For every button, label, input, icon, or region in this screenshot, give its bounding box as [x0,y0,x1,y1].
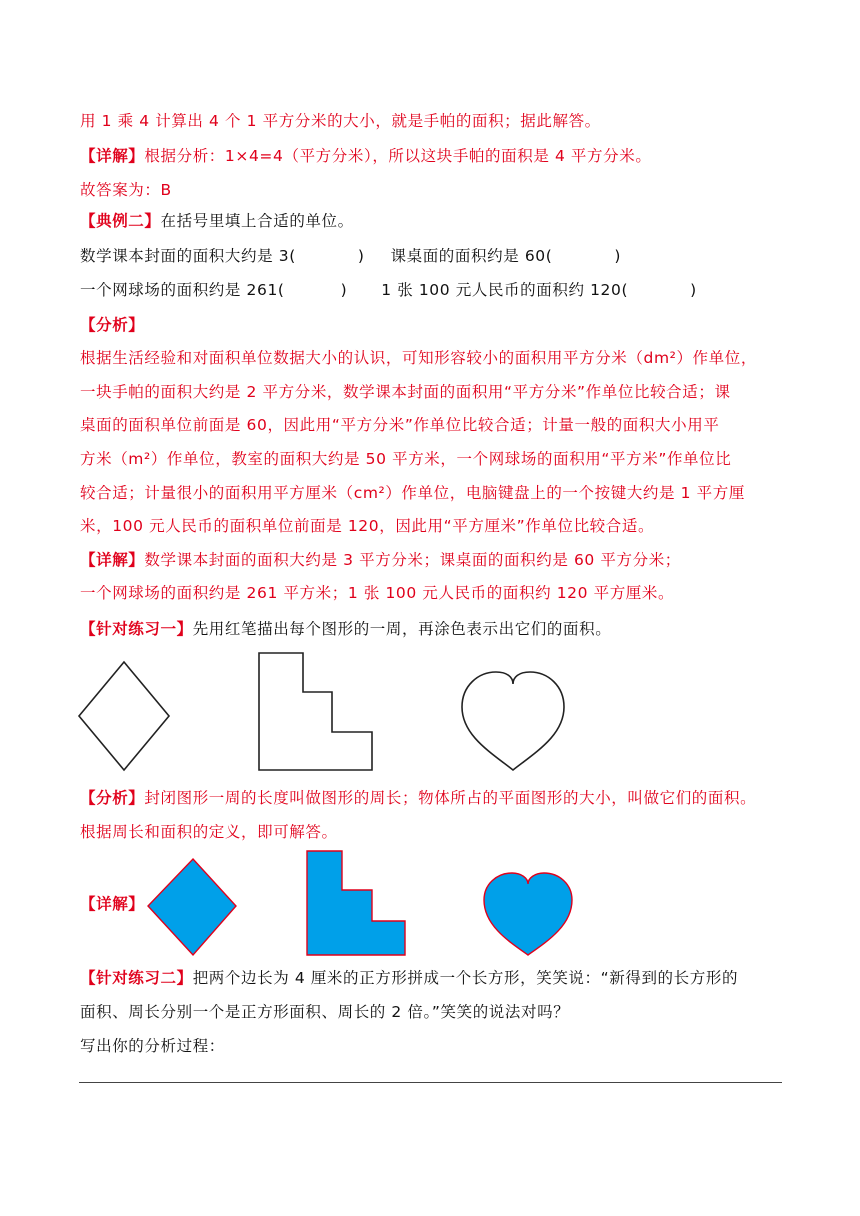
l-shape-outline [259,653,372,770]
text-line: 根据周长和面积的定义，即可解答。 [80,823,338,841]
section-tag: 【针对练习一】 [80,620,193,638]
question-text: 数学课本封面的面积大约是 3( [80,247,296,265]
text-line [80,549,681,571]
text-line: 用 1 乘 4 计算出 4 个 1 平方分米的大小，就是手帕的面积；据此解答。 [80,112,601,130]
text-line: 写出你的分析过程： [80,1037,225,1055]
outline-shapes-figure [0,645,860,780]
text-span: 把两个边长为 4 厘米的正方形拼成一个长方形，笑笑说：“新得到的长方形的 [192,969,739,987]
filled-shapes-figure [0,845,860,960]
text-span: 在括号里填上合适的单位。 [160,212,354,230]
text-line: 桌面的面积单位前面是 60，因此用“平方分米”作单位比较合适；计量一般的面积大小用平 [80,416,720,434]
text-line: 根据生活经验和对面积单位数据大小的认识，可知形容较小的面积用平方分米（dm²）作单位， [80,349,757,367]
text-line: 米，100 元人民币的面积单位前面是 120，因此用“平方厘米”作单位比较合适。 [80,517,655,535]
section-tag: 【分析】 [80,316,145,334]
text-span: 数学课本封面的面积大约是 3 平方分米；课桌面的面积约是 60 平方分米； [144,551,681,569]
text-line: 一块手帕的面积大约是 2 平方分米，数学课本封面的面积用“平方分米”作单位比较合适；课 [80,383,731,401]
text-line: 方米（m²）作单位，教室的面积大约是 50 平方米，一个网球场的面积用“平方米”作单位比 [80,450,732,468]
section-tag: 【分析】 [80,789,145,807]
question-text: 课桌面的面积约是 60( [390,247,553,265]
l-shape-filled [307,851,405,955]
answer-line[interactable] [79,1082,782,1083]
heart-filled-shape [484,873,572,955]
text-span: 根据分析：1×4=4（平方分米），所以这块手帕的面积是 4 平方分米。 [144,147,652,165]
text-line [80,245,621,267]
text-line: 一个网球场的面积约是 261 平方米；1 张 100 元人民币的面积约 120 平方厘米。 [80,584,675,602]
section-tag: 【详解】 [80,147,145,165]
text-line: 较合适；计量很小的面积用平方厘米（cm²）作单位，电脑键盘上的一个按键大约是 1 平方厘 [80,484,745,502]
section-tag: 【详解】 [80,895,145,913]
section-tag: 【针对练习二】 [80,969,193,987]
text-span: 封闭图形一周的长度叫做图形的周长；物体所占的平面图形的大小，叫做它们的面积。 [144,789,757,807]
rhombus-outline-shape [79,662,169,770]
text-line [80,210,354,232]
bracket-close: ) [614,247,622,265]
text-line [80,618,611,640]
text-line [80,787,756,809]
section-tag: 【典例二】 [80,212,161,230]
question-text: 一个网球场的面积约是 261( [80,281,285,299]
text-line: 面积、周长分别一个是正方形面积、周长的 2 倍。”笑笑的说法对吗？ [80,1003,570,1021]
heart-outline-shape [462,672,564,770]
text-line [80,145,651,167]
section-tag: 【详解】 [80,551,145,569]
question-text: 1 张 100 元人民币的面积约 120( [381,281,629,299]
text-span: 先用红笔描出每个图形的一周，再涂色表示出它们的面积。 [192,620,612,638]
bracket-close: ) [340,281,348,299]
text-line [80,279,697,301]
rhombus-filled-shape [148,859,236,955]
bracket-close: ) [690,281,697,299]
bracket-close: ) [357,247,365,265]
text-line [80,967,738,989]
text-line: 故答案为：B [80,181,172,199]
